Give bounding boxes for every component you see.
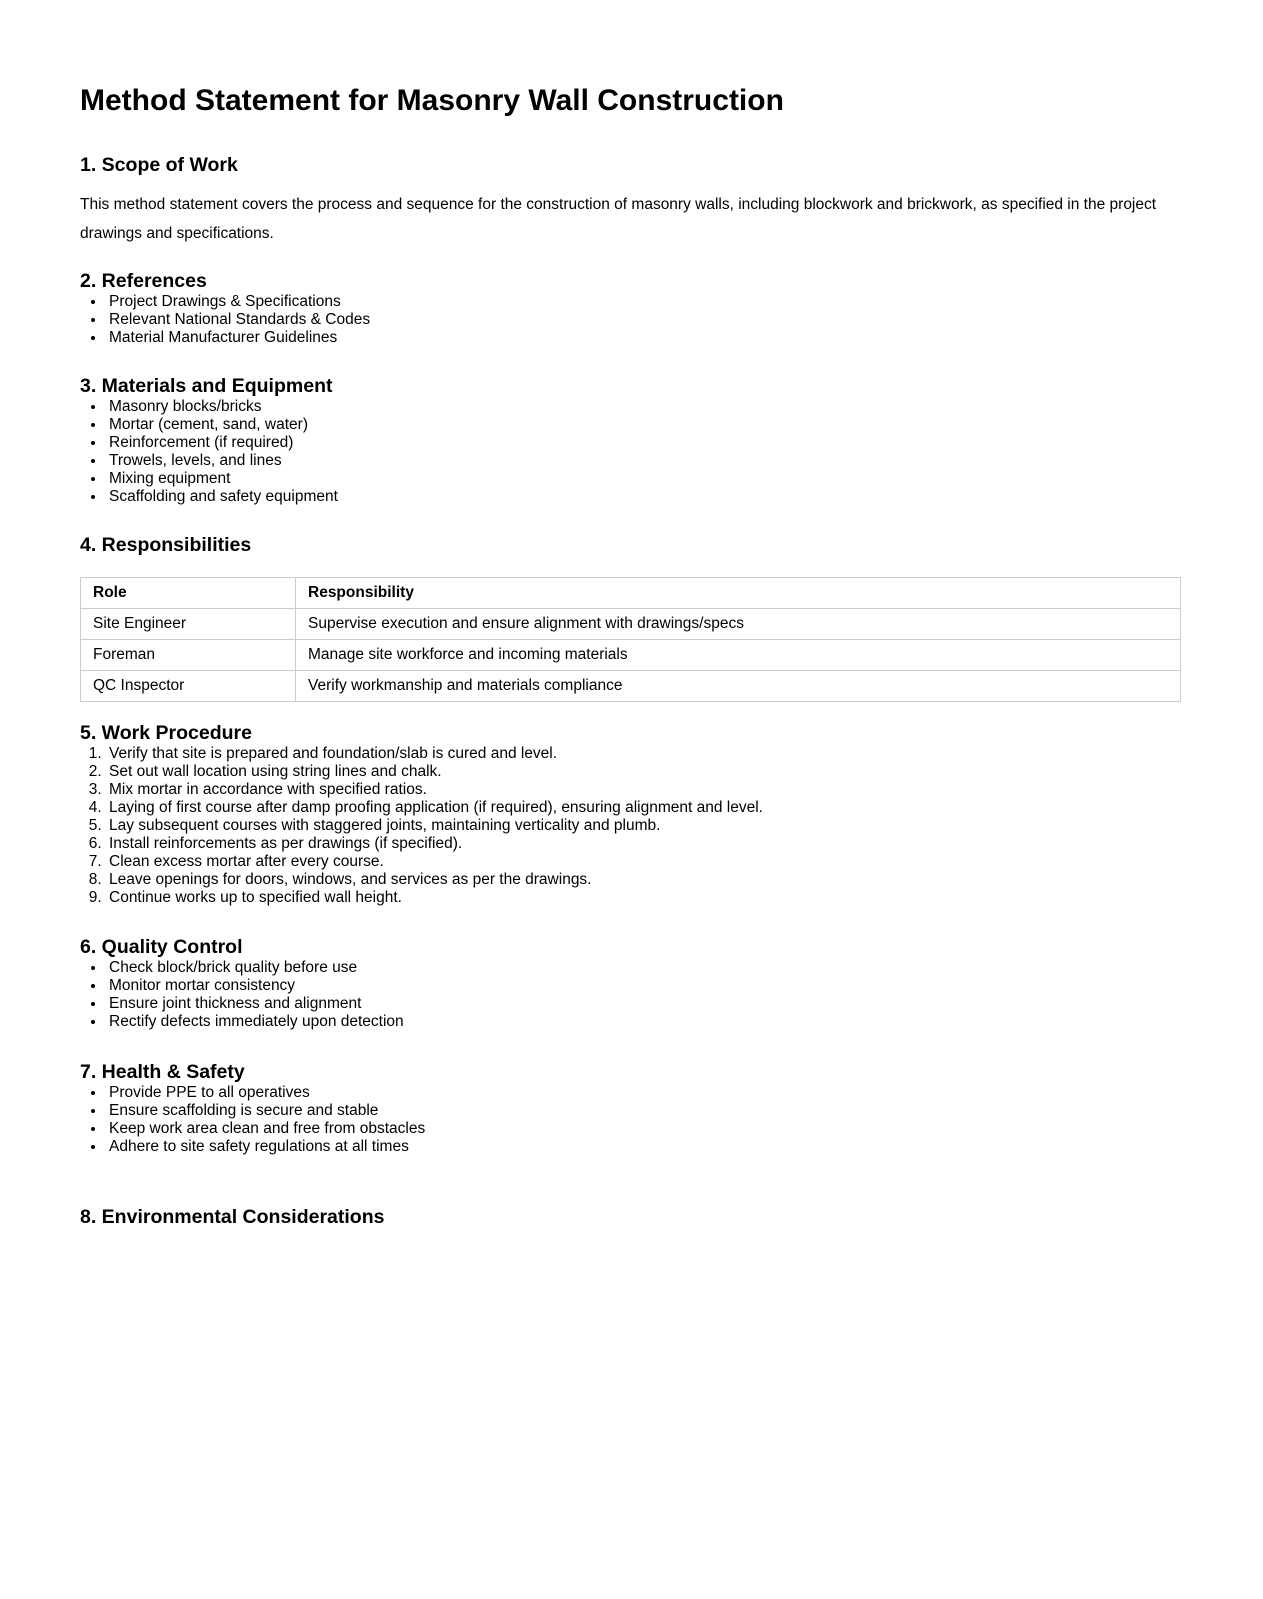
health-safety-list [80, 1084, 1181, 1156]
list-item: 2. Set out wall location using string lines and chalk. [106, 763, 1181, 781]
list-item: 5. Lay subsequent courses with staggered joints, maintaining verticality and plumb. [106, 817, 1181, 835]
responsibilities-table [80, 577, 1181, 702]
list-item: 3. Mix mortar in accordance with specified ratios. [106, 781, 1181, 799]
section-heading-work-procedure: 5. Work Procedure [80, 722, 252, 744]
table-cell-role: Foreman [81, 640, 296, 671]
list-item: • Mortar (cement, sand, water) [106, 416, 1181, 434]
section-heading-health-and-safety: 7. Health & Safety [80, 1061, 245, 1083]
list-item: 4. Laying of first course after damp proofing application (if required), ensuring alignment and level. [106, 799, 1181, 817]
table-header-role: Role [81, 578, 296, 609]
list-item: • Ensure scaffolding is secure and stable [106, 1102, 1181, 1120]
list-item: • Provide PPE to all operatives [106, 1084, 1181, 1102]
list-item: • Scaffolding and safety equipment [106, 488, 1181, 506]
list-item: • Project Drawings & Specifications [106, 293, 1181, 311]
section-heading-quality-control: 6. Quality Control [80, 936, 243, 958]
section-heading-environmental-considerations: 8. Environmental Considerations [80, 1206, 385, 1228]
list-item: • Check block/brick quality before use [106, 959, 1181, 977]
table-cell-responsibility: Manage site workforce and incoming materials [296, 640, 1181, 671]
list-item: • Masonry blocks/bricks [106, 398, 1181, 416]
table-cell-responsibility: Supervise execution and ensure alignment with drawings/specs [296, 609, 1181, 640]
section-heading-references: 2. References [80, 270, 207, 292]
list-item: • Rectify defects immediately upon detection [106, 1013, 1181, 1031]
work-procedure-list [80, 745, 1181, 907]
materials-list [80, 398, 1181, 506]
section-heading-responsibilities: 4. Responsibilities [80, 534, 252, 556]
list-item: 8. Leave openings for doors, windows, and services as per the drawings. [106, 871, 1181, 889]
list-item: 6. Install reinforcements as per drawings (if specified). [106, 835, 1181, 853]
document-content [80, 0, 1181, 1296]
table-row [81, 640, 1181, 671]
list-item: • Adhere to site safety regulations at all times [106, 1138, 1181, 1156]
section-heading-scope-of-work: 1. Scope of Work [80, 154, 238, 176]
list-item: 9. Continue works up to specified wall height. [106, 889, 1181, 907]
table-cell-role: Site Engineer [81, 609, 296, 640]
list-item: 1. Verify that site is prepared and foundation/slab is cured and level. [106, 745, 1181, 763]
list-item: • Keep work area clean and free from obstacles [106, 1120, 1181, 1138]
table-row [81, 671, 1181, 702]
list-item: • Mixing equipment [106, 470, 1181, 488]
section-heading-materials-and-equipment: 3. Materials and Equipment [80, 375, 333, 397]
table-row [81, 609, 1181, 640]
list-item: 7. Clean excess mortar after every course. [106, 853, 1181, 871]
scope-paragraph: This method statement covers the process and sequence for the construction of masonry walls, including blockwork and brickwork, as specified in the project drawings and specifications. [80, 196, 1157, 242]
list-item: • Reinforcement (if required) [106, 434, 1181, 452]
document-title: Method Statement for Masonry Wall Construction [80, 84, 784, 117]
list-item: • Ensure joint thickness and alignment [106, 995, 1181, 1013]
table-header-responsibility: Responsibility [296, 578, 1181, 609]
list-item: • Trowels, levels, and lines [106, 452, 1181, 470]
list-item: • Monitor mortar consistency [106, 977, 1181, 995]
table-cell-responsibility: Verify workmanship and materials compliance [296, 671, 1181, 702]
references-list [80, 293, 1181, 347]
table-header-row [81, 578, 1181, 609]
list-item: • Material Manufacturer Guidelines [106, 329, 1181, 347]
table-cell-role: QC Inspector [81, 671, 296, 702]
list-item: • Relevant National Standards & Codes [106, 311, 1181, 329]
quality-control-list [80, 959, 1181, 1031]
